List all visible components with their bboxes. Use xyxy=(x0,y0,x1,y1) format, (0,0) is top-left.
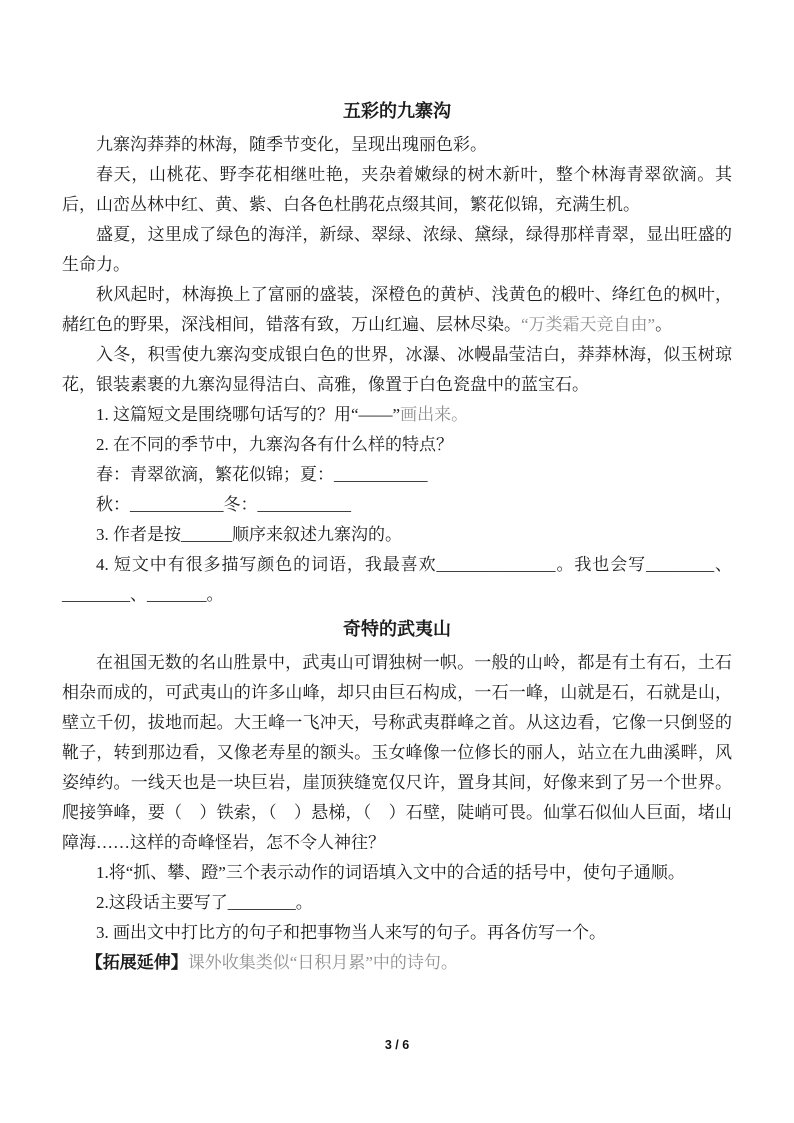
extension-label: 【拓展延伸】 xyxy=(85,953,188,972)
passage1-question-4: 4. 短文中有很多描写颜色的词语，我最喜欢______________。我也会写________、________、_______。 xyxy=(62,555,732,604)
passage1-paragraph-intro: 九寨沟莽莽的林海，随季节变化，呈现出瑰丽色彩。 xyxy=(96,135,487,154)
passage1-question-3: 3. 作者是按______顺序来叙述九寨沟的。 xyxy=(96,525,402,544)
passage1-paragraph-winter: 入冬，积雪使九寨沟变成银白色的世界，冰瀑、冰幔晶莹洁白，莽莽林海，似玉树琼花，银装素裹的九寨沟显得洁白、高雅，像置于白色瓷盘中的蓝宝石。 xyxy=(62,345,732,394)
autumn-period: 。 xyxy=(655,315,673,334)
question-1-hint: 画出来。 xyxy=(400,405,469,424)
answer-line-spring-summer: 春：青翠欲滴，繁花似锦；夏：___________ xyxy=(96,465,428,484)
passage2-question-3: 3. 画出文中打比方的句子和把事物当人来写的句子。再各仿写一个。 xyxy=(96,923,606,942)
passage1-paragraph-spring: 春天，山桃花、野李花相继吐艳，夹杂着嫩绿的树木新叶，整个林海青翠欲滴。其后，山峦丛林中红、黄、紫、白各色杜鹃花点缀其间，繁花似锦，充满生机。 xyxy=(62,165,732,214)
question-1-text: 1. 这篇短文是围绕哪句话写的？用“——” xyxy=(96,405,401,424)
autumn-quote: “万类霜天竞自由” xyxy=(521,315,656,334)
passage1-question-2: 2. 在不同的季节中，九寨沟各有什么样的特点？ xyxy=(96,435,453,454)
extension-note xyxy=(62,948,732,978)
passage1-paragraph-summer: 盛夏，这里成了绿色的海洋，新绿、翠绿、浓绿、黛绿，绿得那样青翠，显出旺盛的生命力。 xyxy=(62,225,732,274)
answer-line-autumn-winter: 秋：___________冬：___________ xyxy=(96,495,351,514)
passage2-title: 奇特的武夷山 xyxy=(343,619,451,639)
autumn-text: 秋风起时，林海换上了富丽的盛装，深橙色的黄栌、浅黄色的椴叶、绛红色的枫叶，赭红色的野果，深浅相间，错落有致，万山红遍、层林尽染。 xyxy=(62,285,732,334)
extension-text: 课外收集类似“日积月累”中的诗句。 xyxy=(187,953,458,972)
passage1-question-1 xyxy=(62,400,732,430)
passage1-paragraph-autumn xyxy=(62,280,732,340)
passage2-paragraph: 在祖国无数的名山胜景中，武夷山可谓独树一帜。一般的山岭，都是有土有石，土石相杂而成的，可武夷山的许多山峰，却只由巨石构成，一石一峰，山就是石，石就是山，壁立千仞，拔地而起。大王峰一飞冲天，号称武夷群峰之首。从这边看，它像一只倒竖的靴子，转到那边看，又像老寿星的额头。玉女峰像一位修长的丽人，站立在九曲溪畔，风姿绰约。一线天也是一块巨岩，崖顶狭缝宽仅尺许，置身其间，好像来到了另一个世界。爬接笋峰，要（ ）铁索，（ ）悬梯，（ ）石壁，陡峭可畏。仙掌石似仙人巨面，堵山障海……这样的奇峰怪岩，怎不令人神往？ xyxy=(62,653,732,852)
passage2-question-1: 1.将“抓、攀、蹬”三个表示动作的词语填入文中的合适的括号中，使句子通顺。 xyxy=(96,863,685,882)
page-number: 3 / 6 xyxy=(384,1038,410,1052)
passage2-question-2: 2.这段话主要写了________。 xyxy=(96,893,313,912)
passage1-title: 五彩的九寨沟 xyxy=(343,101,451,121)
